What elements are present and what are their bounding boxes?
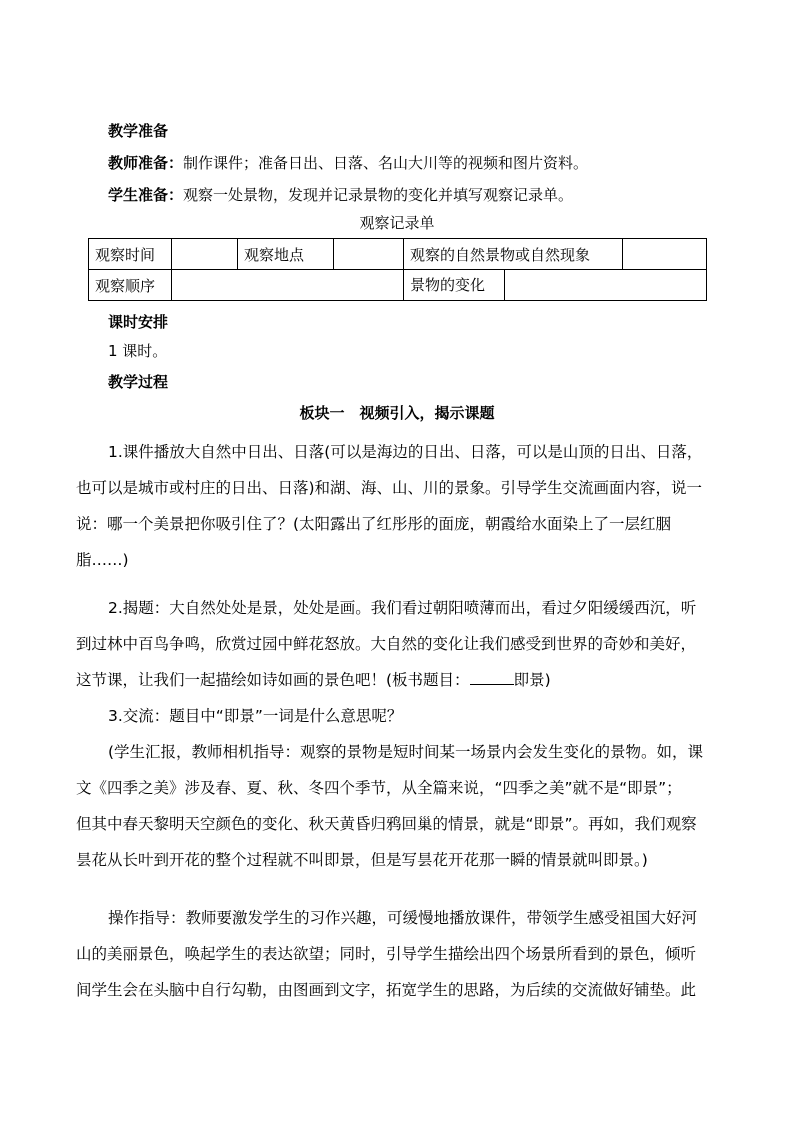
scene-label-cell: 观察的自然景物或自然现象 <box>404 239 623 270</box>
change-label-cell: 景物的变化 <box>404 270 505 300</box>
paragraph-4 <box>76 734 708 878</box>
schedule-text: 1 课时。 <box>108 342 168 360</box>
table-row <box>89 270 707 301</box>
teacher-prep-text: 制作课件；准备日出、日落、名山大川等的视频和图片资料。 <box>183 154 589 172</box>
student-prep-text: 观察一处景物，发现并记录景物的变化并填写观察记录单。 <box>183 186 574 204</box>
observation-table <box>88 238 707 301</box>
change-cell <box>404 270 707 301</box>
place-label-cell: 观察地点 <box>238 239 334 270</box>
p2-line-with-blank <box>76 662 708 698</box>
section-title: 板块一 视频引入，揭示课题 <box>299 404 495 422</box>
p2-line-part: 这节课，让我们一起描绘如诗如画的景色吧！(板书题目： <box>76 671 470 689</box>
time-value-cell <box>172 239 238 270</box>
scene-value-cell <box>623 239 707 270</box>
p1-line: 脂……) <box>76 551 129 569</box>
schedule-heading: 课时安排 <box>108 313 169 331</box>
p5-line: 间学生会在头脑中自行勾勒，由图画到文字，拓宽学生的思路，为后续的交流做好铺垫。此 <box>76 981 697 999</box>
p3-line: 3.交流：题目中“即景”一词是什么意思呢？ <box>108 707 403 725</box>
p4-line: 文《四季之美》涉及春、夏、秋、冬四个季节，从全篇来说，“四季之美”就不是“即景”； <box>76 779 682 797</box>
p2-line: 2.揭题：大自然处处是景，处处是画。我们看过朝阳喷薄而出，看过夕阳缓缓西沉，听 <box>108 599 697 617</box>
p1-line: 说：哪一个美景把你吸引住了？(太阳露出了红彤彤的面庞，朝霞给水面染上了一层红胭 <box>76 515 672 533</box>
title-blank <box>470 670 514 685</box>
p4-line: 昙花从长叶到开花的整个过程就不叫即景，但是写昙花开花那一瞬的情景就叫即景。) <box>76 851 648 869</box>
process-heading: 教学过程 <box>108 373 169 391</box>
order-value-cell <box>172 270 404 301</box>
student-prep-label: 学生准备： <box>108 186 184 204</box>
p4-line: (学生汇报，教师相机指导：观察的景物是短时间某一场景内会发生变化的景物。如，课 <box>108 743 704 761</box>
p5-line: 山的美丽景色，唤起学生的表达欲望；同时，引导学生描绘出四个场景所看到的景色，倾听 <box>76 945 697 963</box>
paragraph-5 <box>76 900 708 1008</box>
table-caption: 观察记录单 <box>359 214 435 232</box>
p2-line-part: 即景) <box>513 671 551 689</box>
p2-line: 到过林中百鸟争鸣，欣赏过园中鲜花怒放。大自然的变化让我们感受到世界的奇妙和美好， <box>76 635 697 653</box>
place-value-cell <box>334 239 404 270</box>
paragraph-3 <box>108 698 708 734</box>
prep-heading: 教学准备 <box>108 122 169 140</box>
p1-line: 1.课件播放大自然中日出、日落(可以是海边的日出、日落，可以是山顶的日出、日落， <box>108 443 703 461</box>
order-label-cell: 观察顺序 <box>89 270 172 301</box>
change-value-cell <box>505 270 706 300</box>
time-label-cell: 观察时间 <box>89 239 172 270</box>
p4-line: 但其中春天黎明天空颜色的变化、秋天黄昏归鸦回巢的情景，就是“即景”。再如，我们观察 <box>76 815 697 833</box>
student-prep <box>108 185 573 205</box>
teacher-prep <box>108 153 588 173</box>
paragraph-1 <box>76 434 708 578</box>
table-row <box>89 239 707 270</box>
p1-line: 也可以是城市或村庄的日出、日落)和湖、海、山、川的景象。引导学生交流画面内容，说一 <box>76 479 703 497</box>
p5-line: 操作指导：教师要激发学生的习作兴趣，可缓慢地播放课件，带领学生感受祖国大好河 <box>108 909 698 927</box>
teacher-prep-label: 教师准备： <box>108 154 184 172</box>
paragraph-2 <box>76 590 708 698</box>
